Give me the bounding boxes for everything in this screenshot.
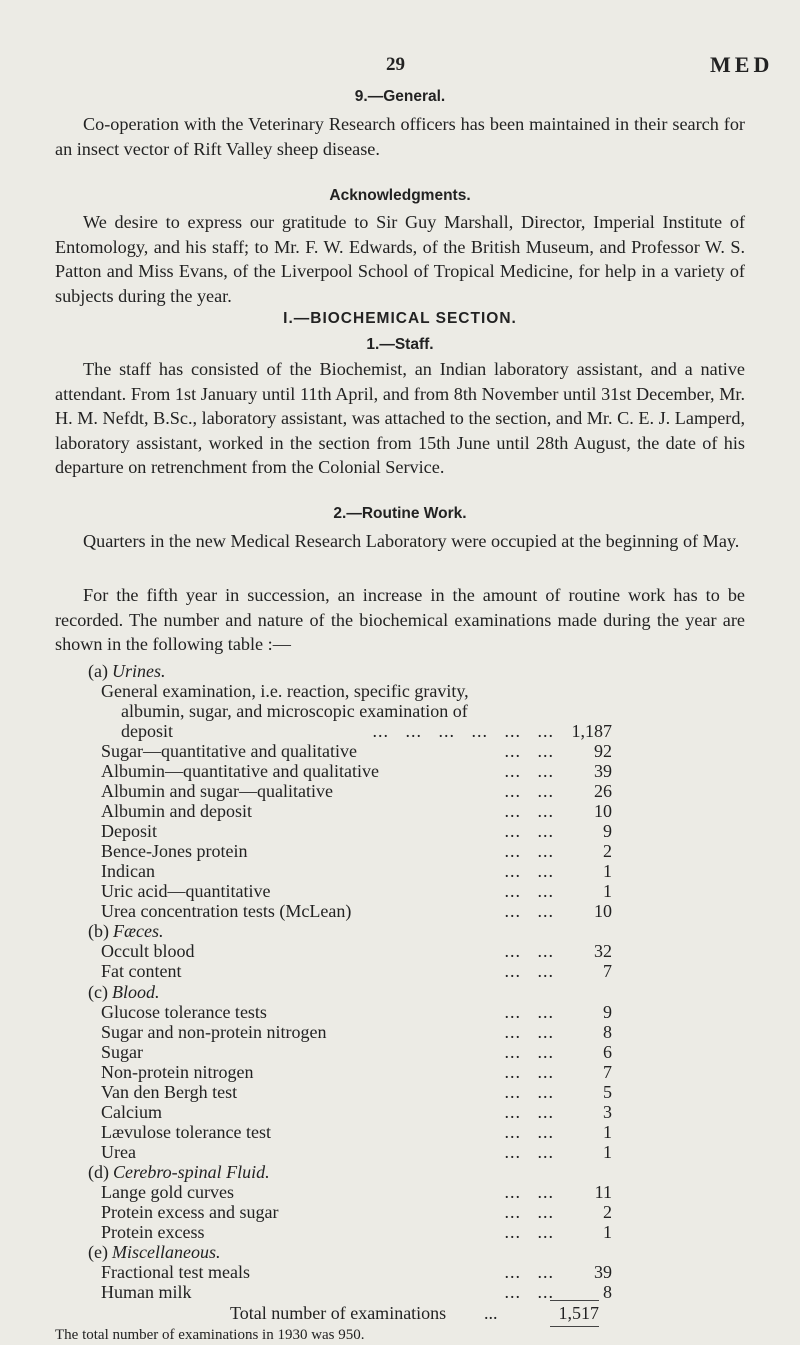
- table-row: Deposit ... ... 9: [101, 821, 612, 841]
- table-row: Albumin and deposit ... ... 10: [101, 801, 612, 821]
- row-label: Lævulose tolerance test: [101, 1122, 271, 1142]
- routine-work-heading: 2.—Routine Work.: [333, 505, 467, 522]
- row-value: 10: [594, 801, 612, 821]
- row-value: 9: [603, 1002, 612, 1022]
- row-value: 5: [603, 1082, 612, 1102]
- page-number: 29: [386, 54, 405, 75]
- row-label: Indican: [101, 861, 155, 881]
- document-page: 29 MED 9.—General. Co-operation with the Veterinary Research officers has been maintained in their search for an insect vector of Rift Valley sheep disease. Acknowledgments. We desire to express our gratitude to Sir Guy Marshall, Director, Imperial Institute of Entomology, and his staff; to Mr. F. W. Edwards, of the British Museum, and Professor W. S. Patton and Miss Evans, of the Liverpool School of Tropical Medicine, for help in a variety of subjects during the year. I.—BIOCHEMICAL SECTION. 1.—Staff. The staff has consisted of the Biochemist, an Indian laboratory assistant, and a native attendant. From 1st January until 11th April, and from 8th November until 31st December, Mr. H. M. Nefdt, B.Sc., laboratory assistant, was attached to the section, and Mr. C. E. J. Lamperd, laboratory assistant, worked in the section from 15th June until 28th August, the date of his departure on retrenchment from the Colonial Service. 2.—Routine Work. Quarters in the new Medical Research Laboratory were occupied at the beginning of May. For the fifth year in succession, an increase in the amount of routine work has to be recorded. The number and nature of the biochemical examinations made during the year are shown in the following table :— (a) Urines. General examination, i.e. reaction, specific gravity, albumin, sugar, and microscopic examination of deposit ... ... ... ... ... ... 1,187 Total number of examinations 1,517 ... Sugar—quantitative and qualitative ... ... 92 Albumin—quantitative and qualitative ... ... 39 Albumin and sugar—qualitative ... ... 26 Albumin and deposit ... ... 10 Deposit ... ... 9 Bence-Jones protein ... ... 2 Indican ... ... 1 Uric acid—quantitative ... ... 1 Urea concentration tests (McLean) ... ... 10 (b) Fæces. Occult blood ... ... 32 Fat content ... ... 7 (c) Blood. Glucose tolerance tests ... ... 9 Sugar and non-protein nitrogen ... ... 8 Sugar ... ... 6 Non-protein nitrogen ... ... 7 Van den Bergh test ... ... 5 Calcium ... ... 3 Lævulose tolerance test ... ... 1 Urea ... ... 1 (d) Cerebro-spinal Fluid. Lange gold curves ... ... 11 Protein excess and sugar ... ... 2 Protein excess ... ... 1 (e) Miscellaneous. Fractional test meals ... ... 39 Human milk ... ... 8: [0, 0, 800, 1345]
- row-label: Uric acid—quantitative: [101, 881, 271, 901]
- row-label: Albumin and deposit: [101, 801, 252, 821]
- table-row: Protein excess ... ... 1: [101, 1222, 612, 1242]
- row-label: Human milk: [101, 1282, 192, 1302]
- table-row: Lævulose tolerance test ... ... 1: [101, 1122, 612, 1142]
- row-label: Urea: [101, 1142, 136, 1162]
- row-label: Non-protein nitrogen: [101, 1062, 254, 1082]
- row-label: Albumin and sugar—qualitative: [101, 781, 333, 801]
- row-label: Fractional test meals: [101, 1262, 250, 1282]
- row-value: 6: [603, 1042, 612, 1062]
- row-value: 7: [603, 1062, 612, 1082]
- row-label: Albumin—quantitative and qualitative: [101, 761, 379, 781]
- table-row: Non-protein nitrogen ... ... 7: [101, 1062, 612, 1082]
- row-value: 9: [603, 821, 612, 841]
- row-label: Urea concentration tests (McLean): [101, 901, 352, 921]
- routine-paragraph-1: Quarters in the new Medical Research Laboratory were occupied at the beginning of May.: [83, 531, 740, 551]
- table-row: Fractional test meals ... ... 39: [101, 1262, 612, 1282]
- table-row: Human milk ... ... 8: [101, 1282, 612, 1302]
- table-row: Lange gold curves ... ... 11: [101, 1182, 612, 1202]
- category-csf: (d) Cerebro-spinal Fluid.: [88, 1162, 270, 1182]
- table-row: Sugar—quantitative and qualitative ... ... 92: [101, 741, 612, 761]
- row-value: 8: [603, 1282, 612, 1302]
- routine-paragraph-2: For the fifth year in succession, an increase in the amount of routine work has to be recorded. The number and nature of the biochemical examinations made during the year are shown in the following table :—: [55, 585, 745, 655]
- table-row: Fat content ... ... 7: [101, 961, 612, 981]
- row-value: 7: [603, 961, 612, 981]
- table-row: Urea concentration tests (McLean) ... ... 10: [101, 901, 612, 921]
- row-label: Fat content: [101, 961, 182, 981]
- category-blood: (c) Blood.: [88, 982, 160, 1002]
- row-value: 39: [594, 761, 612, 781]
- row-label: Deposit: [101, 821, 157, 841]
- table-row: Uric acid—quantitative ... ... 1: [101, 881, 612, 901]
- row-label: Protein excess and sugar: [101, 1202, 279, 1222]
- row-label: Lange gold curves: [101, 1182, 234, 1202]
- table-row: Sugar ... ... 6: [101, 1042, 612, 1062]
- row-value: 1: [603, 1222, 612, 1242]
- row-label: Sugar—quantitative and qualitative: [101, 741, 357, 761]
- general-paragraph: Co-operation with the Veterinary Research officers has been maintained in their search for an insect vector of Rift Valley sheep disease.: [55, 114, 745, 159]
- category-miscellaneous: (e) Miscellaneous.: [88, 1242, 221, 1262]
- header-code: MED: [710, 52, 774, 77]
- row-value: 10: [594, 901, 612, 921]
- table-row-general-line1: General examination, i.e. reaction, specific gravity,: [101, 681, 469, 701]
- table-row-general-line2: albumin, sugar, and microscopic examination of: [121, 701, 468, 721]
- row-value: 1: [603, 1142, 612, 1162]
- table-row: Van den Bergh test ... ... 5: [101, 1082, 612, 1102]
- table-row: Sugar and non-protein nitrogen ... ... 8: [101, 1022, 612, 1042]
- row-label: Van den Bergh test: [101, 1082, 238, 1102]
- table-row: Protein excess and sugar ... ... 2: [101, 1202, 612, 1222]
- row-value: 11: [594, 1182, 612, 1202]
- biochemical-section-heading: I.—BIOCHEMICAL SECTION.: [283, 310, 517, 327]
- acknowledgments-heading: Acknowledgments.: [329, 187, 471, 204]
- category-faeces: (b) Fæces.: [88, 921, 164, 941]
- staff-paragraph: The staff has consisted of the Biochemist, an Indian laboratory assistant, and a native attendant. From 1st January until 11th April, and from 8th November until 31st December, Mr. H. M. Nefdt, B.Sc., laboratory assistant, was attached to the section, and Mr. C. E. J. Lamperd, laboratory assistant, worked in the section from 15th June until 28th August, the date of his departure on retrenchment from the Colonial Service.: [55, 359, 745, 478]
- row-label: Occult blood: [101, 941, 195, 961]
- row-value: 2: [603, 1202, 612, 1222]
- row-label: Sugar: [101, 1042, 143, 1062]
- table-row: Albumin—quantitative and qualitative ... ... 39: [101, 761, 612, 781]
- row-value: 1: [603, 881, 612, 901]
- total-rule-bottom: [550, 1326, 599, 1327]
- row-value: 1: [603, 861, 612, 881]
- row-value: 1: [603, 1122, 612, 1142]
- table-row: Urea ... ... 1: [101, 1142, 612, 1162]
- category-urines: (a) Urines.: [88, 661, 166, 681]
- row-label: Calcium: [101, 1102, 162, 1122]
- row-value: 3: [603, 1102, 612, 1122]
- row-value: 26: [594, 781, 612, 801]
- row-value: 8: [603, 1022, 612, 1042]
- row-label: Sugar and non-protein nitrogen: [101, 1022, 327, 1042]
- row-value: 39: [594, 1262, 612, 1282]
- acknowledgments-paragraph: We desire to express our gratitude to Sir Guy Marshall, Director, Imperial Institute of Entomology, and his staff; to Mr. F. W. Edwards, of the British Museum, and Professor W. S. Patton and Miss Evans, of the Liverpool School of Tropical Medicine, for help in a variety of subjects during the year.: [55, 212, 745, 306]
- row-label: Bence-Jones protein: [101, 841, 248, 861]
- table-row: Bence-Jones protein ... ... 2: [101, 841, 612, 861]
- table-row: Indican ... ... 1: [101, 861, 612, 881]
- row-value: 92: [594, 741, 612, 761]
- general-heading: 9.—General.: [354, 88, 446, 105]
- table-row: Calcium ... ... 3: [101, 1102, 612, 1122]
- row-label: Protein excess: [101, 1222, 205, 1242]
- row-label: Glucose tolerance tests: [101, 1002, 267, 1022]
- table-row-general-line3: deposit ... ... ... ... ... ... 1,187: [121, 721, 612, 741]
- row-value: 32: [594, 941, 612, 961]
- table-row: Glucose tolerance tests ... ... 9: [101, 1002, 612, 1022]
- table-row: Occult blood ... ... 32: [101, 941, 612, 961]
- table-row: Albumin and sugar—qualitative ... ... 26: [101, 781, 612, 801]
- footer-note: The total number of examinations in 1930 was 950.: [55, 1327, 365, 1343]
- staff-heading: 1.—Staff.: [366, 336, 434, 353]
- row-value: 2: [603, 841, 612, 861]
